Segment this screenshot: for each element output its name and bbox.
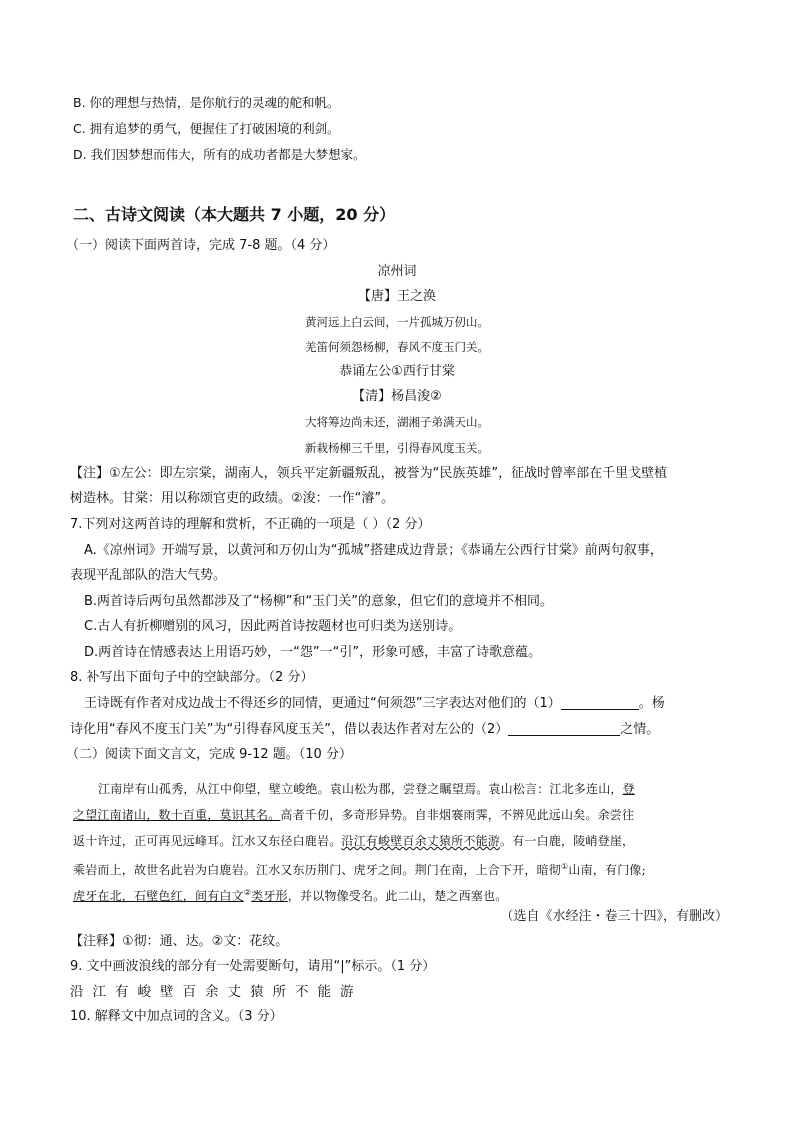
poem-note-line2: 树造林。甘棠：用以称颂官吏的政绩。②浚：一作“濬”。 xyxy=(70,491,395,506)
option-b: B. 你的理想与热情，是你航行的灵魂的舵和帆。 xyxy=(73,95,340,110)
section-title: 二、古诗文阅读（本大题共 7 小题，20 分） xyxy=(73,205,396,224)
passage-source: （选自《水经注・卷三十四》，有删改） xyxy=(500,909,728,924)
q8-stem: 8. 补写出下面句子中的空缺部分。（2 分） xyxy=(70,670,314,685)
q7-option-b: B.两首诗后两句虽然都涉及了“杨柳”和“玉门关”的意象，但它们的意境并不相同。 xyxy=(84,594,553,609)
q7-option-a-line1: A.《凉州词》开端写景，以黄河和万仞山为“孤城”搭建成边背景；《恭诵左公西行甘棠》前两句叙事， xyxy=(84,543,663,558)
part1-intro: （一）阅读下面两首诗，完成 7-8 题。（4 分） xyxy=(66,238,336,253)
poem2-author: 【清】杨昌浚② xyxy=(352,389,442,404)
q9-stem: 9. 文中画波浪线的部分有一处需要断句，请用“|”标示。（1 分） xyxy=(70,959,436,974)
footnote-mark: ① xyxy=(561,862,569,871)
q7-option-d: D.两首诗在情感表达上用语巧妙，一“怨”一“引”，形象可感，丰富了诗歌意蕴。 xyxy=(84,645,542,660)
q8-line1-text: 王诗既有作者对戍边战士不得还乡的同情，更通过“何须怨”三字表达对他们的（1） xyxy=(84,696,561,711)
passage-text: 乘岩而上，故世名此岩为白鹿岩。江水又东历荆门、虎牙之间。荆门在南，上合下开，暗彻 xyxy=(73,863,562,877)
passage-line5 xyxy=(73,884,507,905)
poem1-title: 凉州词 xyxy=(377,264,417,279)
q9-text[interactable]: 沿江有峻壁百余丈猿所不能游 xyxy=(70,984,363,1000)
q8-line1-tail: 。杨 xyxy=(638,696,665,711)
passage-text: 江南岸有山孤秀，从江中仰望，壁立峻绝。袁山松为郡，尝登之瞩望焉。袁山松言：江北多连山， xyxy=(98,782,623,796)
passage-underlined: 之望江南诸山，数十百重，莫识其名。 xyxy=(73,808,281,822)
q8-blank-1[interactable] xyxy=(561,695,639,710)
passage-text: 返十许过，正可再见远峰耳。江水又东径白鹿岩。 xyxy=(73,834,342,848)
option-c: C. 拥有追梦的勇气，便握住了打破困境的利剑。 xyxy=(73,121,340,136)
q10-stem: 10. 解释文中加点词的含义。（3 分） xyxy=(70,1009,283,1024)
q7-stem: 7.下列对这两首诗的理解和赏析，不正确的一项是（ ）（2 分） xyxy=(70,517,431,532)
poem-note-line1: 【注】①左公：即左宗棠，湖南人，领兵平定新疆叛乱，被誉为“民族英雄”，征战时曾率部在千里戈壁植 xyxy=(70,466,668,481)
poem1-line2: 羌笛何须怨杨柳，春风不度玉门关。 xyxy=(305,340,489,354)
passage-text: 山南，有门像; xyxy=(568,863,646,877)
passage-line2 xyxy=(73,806,634,824)
passage-note: 【注释】①彻：通、达。②文：花纹。 xyxy=(70,934,289,949)
passage-line4 xyxy=(73,858,646,879)
poem2-line1: 大将筹边尚未还，湖湘子弟满天山。 xyxy=(305,415,489,429)
q7-option-c: C.古人有折柳赠别的风习，因此两首诗按题材也可归类为送别诗。 xyxy=(84,619,462,634)
poem1-line1: 黄河远上白云间，一片孤城万仞山。 xyxy=(305,315,489,329)
poem1-author: 【唐】王之涣 xyxy=(357,289,436,304)
option-d: D. 我们因梦想而伟大，所有的成功者都是大梦想家。 xyxy=(73,147,366,162)
q8-line2-tail: 之情。 xyxy=(620,722,660,737)
footnote-mark: ② xyxy=(243,888,252,897)
passage-wavy: 沿江有峻壁百余丈猿所不能游 xyxy=(341,834,501,848)
q8-blank-2[interactable] xyxy=(508,721,620,736)
passage-text: 高者千仞，多奇形异势。自非烟褰雨霁，不辨见此远山矣。余尝往 xyxy=(280,808,635,822)
q7-option-a-line2: 表现平乱部队的浩大气势。 xyxy=(70,568,227,583)
passage-text: ，并以物像受名。此二山，楚之西塞也。 xyxy=(287,889,508,903)
passage-underlined: 虎牙在北，石壁色红，间有白文 xyxy=(73,889,244,903)
q8-line2-text: 诗化用“春风不度玉门关”为“引得春风度玉关”，借以表达作者对左公的（2） xyxy=(70,722,509,737)
passage-line3 xyxy=(73,832,634,850)
q8-line1 xyxy=(84,695,665,713)
poem2-title: 恭诵左公①西行甘棠 xyxy=(339,364,455,379)
part2-intro: （二）阅读下面文言文，完成 9-12 题。（10 分） xyxy=(66,747,352,762)
passage-text: 。有一白鹿，陵峭登崖， xyxy=(500,834,635,848)
passage-underlined: 登 xyxy=(622,782,635,796)
q8-line2 xyxy=(70,721,659,739)
poem2-line2: 新栽杨柳三千里，引得春风度玉关。 xyxy=(305,441,489,455)
passage-underlined: 类牙形 xyxy=(251,889,288,903)
passage-line1 xyxy=(98,780,635,798)
